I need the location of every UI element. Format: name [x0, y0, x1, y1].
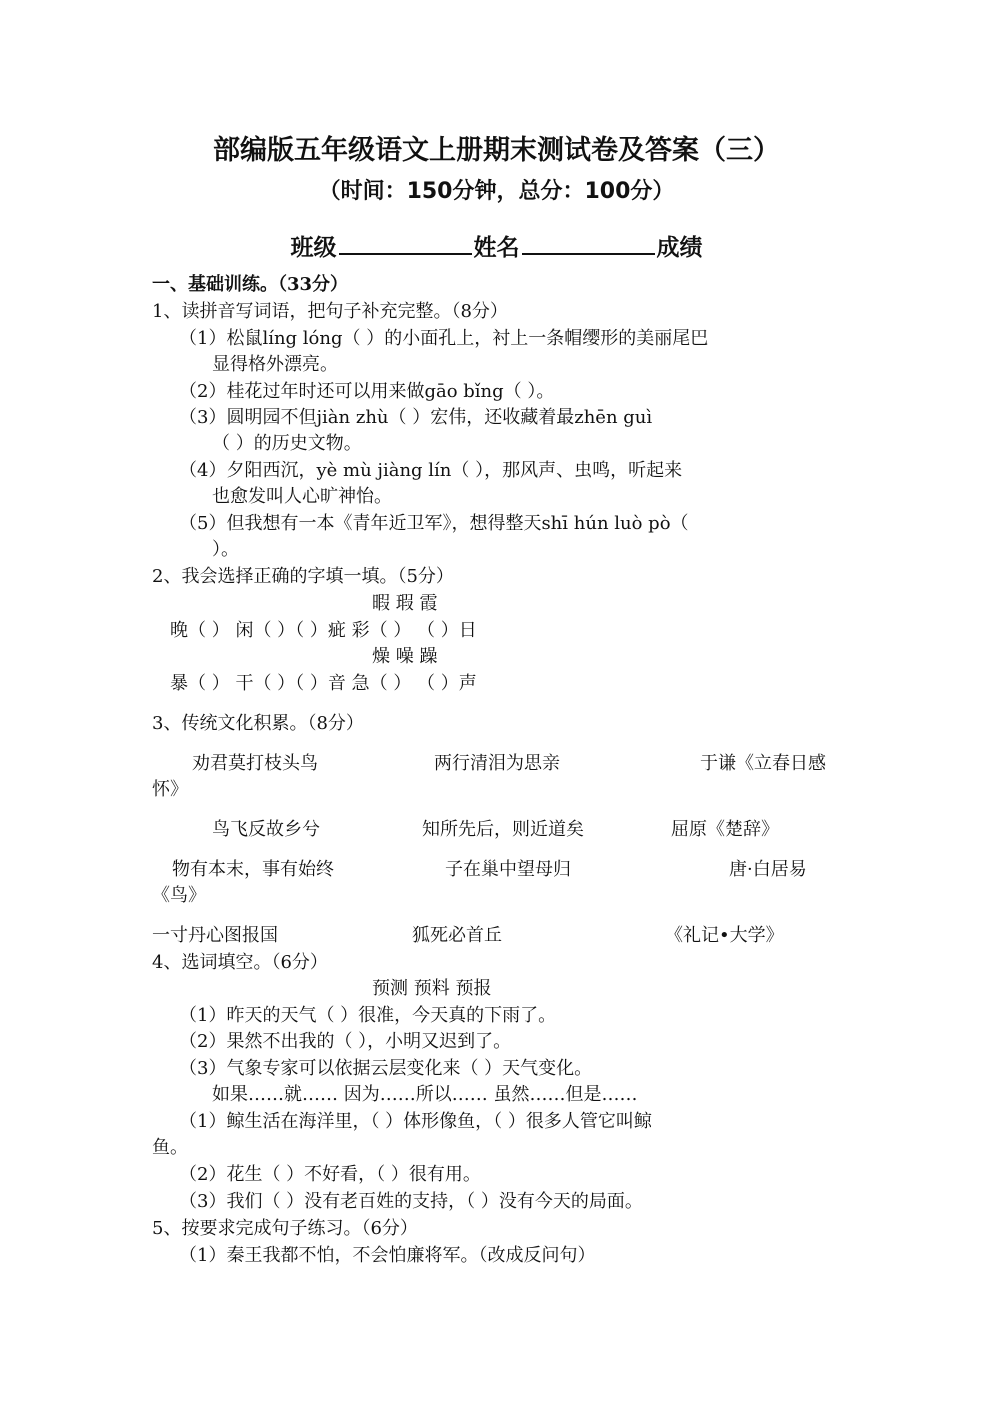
- question-1-item: ）。: [212, 539, 239, 560]
- question-4-item: 鱼。: [152, 1137, 188, 1158]
- poem-source: 怀》: [152, 779, 188, 800]
- poem-source: 唐·白居易: [729, 859, 807, 880]
- section-heading: 一、基础训练。（33分）: [152, 274, 349, 295]
- question-4-item: （2）花生（ ）不好看，（ ）很有用。: [179, 1164, 481, 1185]
- poem-line: 一寸丹心图报国: [152, 925, 278, 946]
- question-1-item: 显得格外漂亮。: [212, 354, 338, 375]
- question-5-item: （1）秦王我都不怕，不会怕廉将军。（改成反问句）: [179, 1245, 596, 1266]
- question-1-item: （1）松鼠líng lóng（ ）的小面孔上，衬上一条帽缨形的美丽尾巴: [179, 328, 709, 349]
- poem-source: 《礼记•大学》: [665, 925, 784, 946]
- poem-source: 《鸟》: [152, 885, 206, 906]
- character-choices: 燥 噪 躁: [372, 646, 438, 667]
- class-label: 班级: [290, 235, 337, 261]
- fill-in-row: 晚（ ） 闲（ ）（ ）疵 彩（ ） （ ）日: [170, 620, 477, 641]
- page-title: 部编版五年级语文上册期末测试卷及答案（三）: [213, 135, 780, 166]
- question-4-item: （2）果然不出我的（ ），小明又迟到了。: [179, 1031, 512, 1052]
- question-1-item: （3）圆明园不但jiàn zhù（ ）宏伟，还收藏着最zhēn guì: [179, 407, 653, 428]
- fill-in-row: 暴（ ） 干（ ）（ ）音 急（ ） （ ）声: [170, 673, 477, 694]
- word-choices: 预测 预料 预报: [372, 978, 492, 999]
- poem-line: 鸟飞反故乡兮: [212, 819, 320, 840]
- question-1-item: 也愈发叫人心旷神怡。: [212, 486, 392, 507]
- exam-time-and-score: （时间：150分钟，总分：100分）: [318, 179, 675, 204]
- question-4-item: （3）我们（ ）没有老百姓的支持，（ ）没有今天的局面。: [179, 1191, 643, 1212]
- question-1-item: （2）桂花过年时还可以用来做gāo bǐng（ ）。: [179, 381, 555, 402]
- question-4-item: （3）气象专家可以依据云层变化来（ ）天气变化。: [179, 1058, 593, 1079]
- poem-line: 劝君莫打枝头鸟: [192, 753, 318, 774]
- poem-source: 于谦《立春日感: [700, 753, 826, 774]
- conjunction-choices: 如果……就…… 因为……所以…… 虽然……但是……: [212, 1084, 638, 1105]
- poem-line: 狐死必首丘: [412, 925, 502, 946]
- name-blank: [522, 231, 655, 255]
- question-5-prompt: 5、按要求完成句子练习。（6分）: [152, 1218, 418, 1239]
- question-2-prompt: 2、我会选择正确的字填一填。（5分）: [152, 566, 454, 587]
- name-label: 姓名: [473, 235, 520, 261]
- poem-line: 子在巢中望母归: [445, 859, 571, 880]
- poem-line: 知所先后，则近道矣: [422, 819, 584, 840]
- question-4-item: （1）鲸生活在海洋里，（ ）体形像鱼，（ ）很多人管它叫鲸: [179, 1111, 652, 1132]
- class-blank: [339, 231, 472, 255]
- question-3-prompt: 3、传统文化积累。（8分）: [152, 713, 364, 734]
- character-choices: 暇 瑕 霞: [372, 593, 438, 614]
- poem-line: 物有本末，事有始终: [172, 859, 334, 880]
- question-4-item: （1）昨天的天气（ ）很准，今天真的下雨了。: [179, 1005, 557, 1026]
- poem-line: 两行清泪为思亲: [434, 753, 560, 774]
- question-1-item: （4）夕阳西沉，yè mù jiàng lín（ ），那风声、虫鸣，听起来: [179, 460, 683, 481]
- score-label: 成绩: [656, 235, 703, 261]
- poem-source: 屈原《楚辞》: [671, 819, 779, 840]
- question-1-item: （5）但我想有一本《青年近卫军》，想得整天shī hún luò pò（: [179, 513, 689, 534]
- question-4-prompt: 4、选词填空。（6分）: [152, 952, 328, 973]
- student-info-line: [0, 229, 993, 262]
- question-1-item: （ ）的历史文物。: [212, 433, 362, 454]
- question-1-prompt: 1、读拼音写词语，把句子补充完整。（8分）: [152, 301, 508, 322]
